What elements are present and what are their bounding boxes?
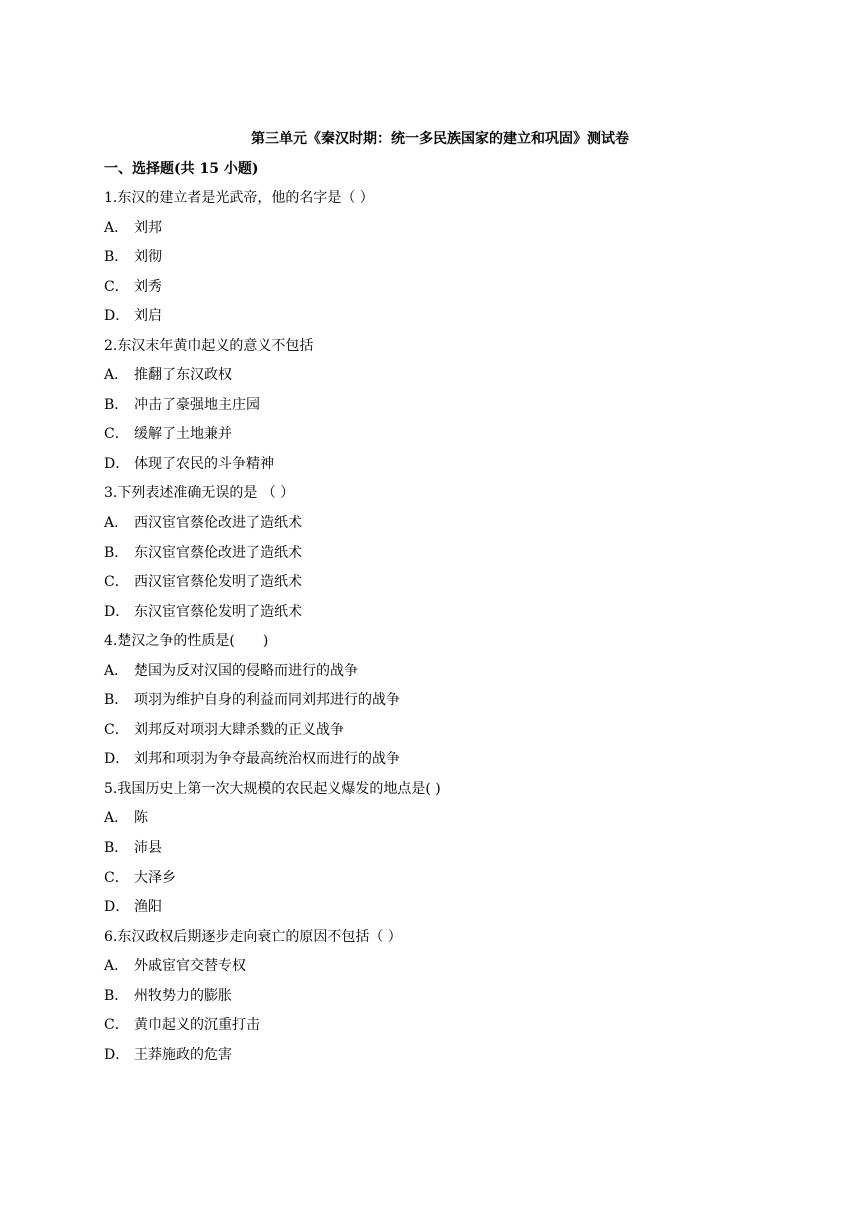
option-letter: B． [104,544,129,561]
option-text: 外戚宦官交替专权 [134,958,246,975]
option-text: 刘邦和项羽为争夺最高统治权而进行的战争 [134,751,400,768]
option-letter: B． [104,692,129,709]
option-letter: C． [104,426,129,443]
option-text: 刘秀 [134,278,162,295]
option-letter: C． [104,1017,129,1034]
option-text: 大泽乡 [134,869,176,886]
question-stem: 3.下列表述准确无误的是 （ ） [104,485,295,502]
question-stem: 6.东汉政权后期逐步走向衰亡的原因不包括（ ） [104,928,402,945]
option-letter: D． [104,603,130,620]
option-letter: D． [104,899,130,916]
answer-option [104,1045,764,1075]
option-text: 黄巾起义的沉重打击 [134,1017,260,1034]
answer-option [104,602,764,632]
answer-option [104,454,764,484]
answer-option [104,572,764,602]
option-letter: B． [104,249,129,266]
option-text: 刘邦反对项羽大肆杀戮的正义战争 [134,721,344,738]
answer-option [104,395,764,425]
option-letter: C． [104,721,129,738]
option-letter: C． [104,869,129,886]
option-letter: C． [104,278,129,295]
option-text: 缓解了土地兼并 [134,426,232,443]
option-text: 州牧势力的膨胀 [134,987,232,1004]
option-letter: A． [104,958,129,975]
option-letter: D． [104,1046,130,1063]
answer-option [104,661,764,691]
option-text: 楚国为反对汉国的侵略而进行的战争 [134,662,358,679]
option-text: 西汉宦官蔡伦改进了造纸术 [134,515,302,532]
option-letter: D． [104,455,130,472]
option-text: 王莽施政的危害 [134,1046,232,1063]
option-text: 陈 [134,810,148,827]
answer-option [104,1015,764,1045]
answer-option [104,543,764,573]
question-stem: 2.东汉末年黄巾起义的意义不包括 [104,337,314,354]
option-letter: C． [104,574,129,591]
answer-option [104,808,764,838]
answer-option [104,365,764,395]
question-stem: 4.楚汉之争的性质是( ) [104,633,269,650]
answer-option [104,218,764,248]
option-letter: A． [104,219,129,236]
answer-option [104,868,764,898]
option-letter: A． [104,810,129,827]
option-text: 渔阳 [134,899,162,916]
option-letter: B． [104,396,129,413]
option-text: 刘启 [134,308,162,325]
answer-option [104,749,764,779]
section-heading: 一、选择题(共 15 小题) [104,161,259,177]
option-letter: B． [104,987,129,1004]
option-text: 沛县 [134,840,162,857]
option-letter: B． [104,840,129,857]
question-stem: 5.我国历史上第一次大规模的农民起义爆发的地点是( ) [104,780,441,797]
answer-option [104,690,764,720]
option-text: 东汉宦官蔡伦改进了造纸术 [134,544,302,561]
answer-option [104,897,764,927]
answer-option [104,247,764,277]
document-title: 第三单元《秦汉时期：统一多民族国家的建立和巩固》测试卷 [251,131,629,147]
answer-option [104,838,764,868]
option-text: 冲击了豪强地主庄园 [134,396,260,413]
answer-option [104,986,764,1016]
answer-option [104,956,764,986]
answer-option [104,513,764,543]
option-text: 刘彻 [134,249,162,266]
option-letter: D． [104,751,130,768]
option-letter: D． [104,308,130,325]
question-list [104,188,764,1074]
option-text: 体现了农民的斗争精神 [134,455,274,472]
option-letter: A． [104,515,129,532]
answer-option [104,720,764,750]
option-letter: A． [104,367,129,384]
option-text: 项羽为维护自身的利益而同刘邦进行的战争 [134,692,400,709]
answer-option [104,306,764,336]
question-stem: 1.东汉的建立者是光武帝，他的名字是（ ） [104,190,374,206]
option-text: 东汉宦官蔡伦发明了造纸术 [134,603,302,620]
answer-option [104,277,764,307]
option-text: 西汉宦官蔡伦发明了造纸术 [134,574,302,591]
option-letter: A． [104,662,129,679]
answer-option [104,424,764,454]
option-text: 推翻了东汉政权 [134,367,232,384]
option-text: 刘邦 [134,219,162,236]
